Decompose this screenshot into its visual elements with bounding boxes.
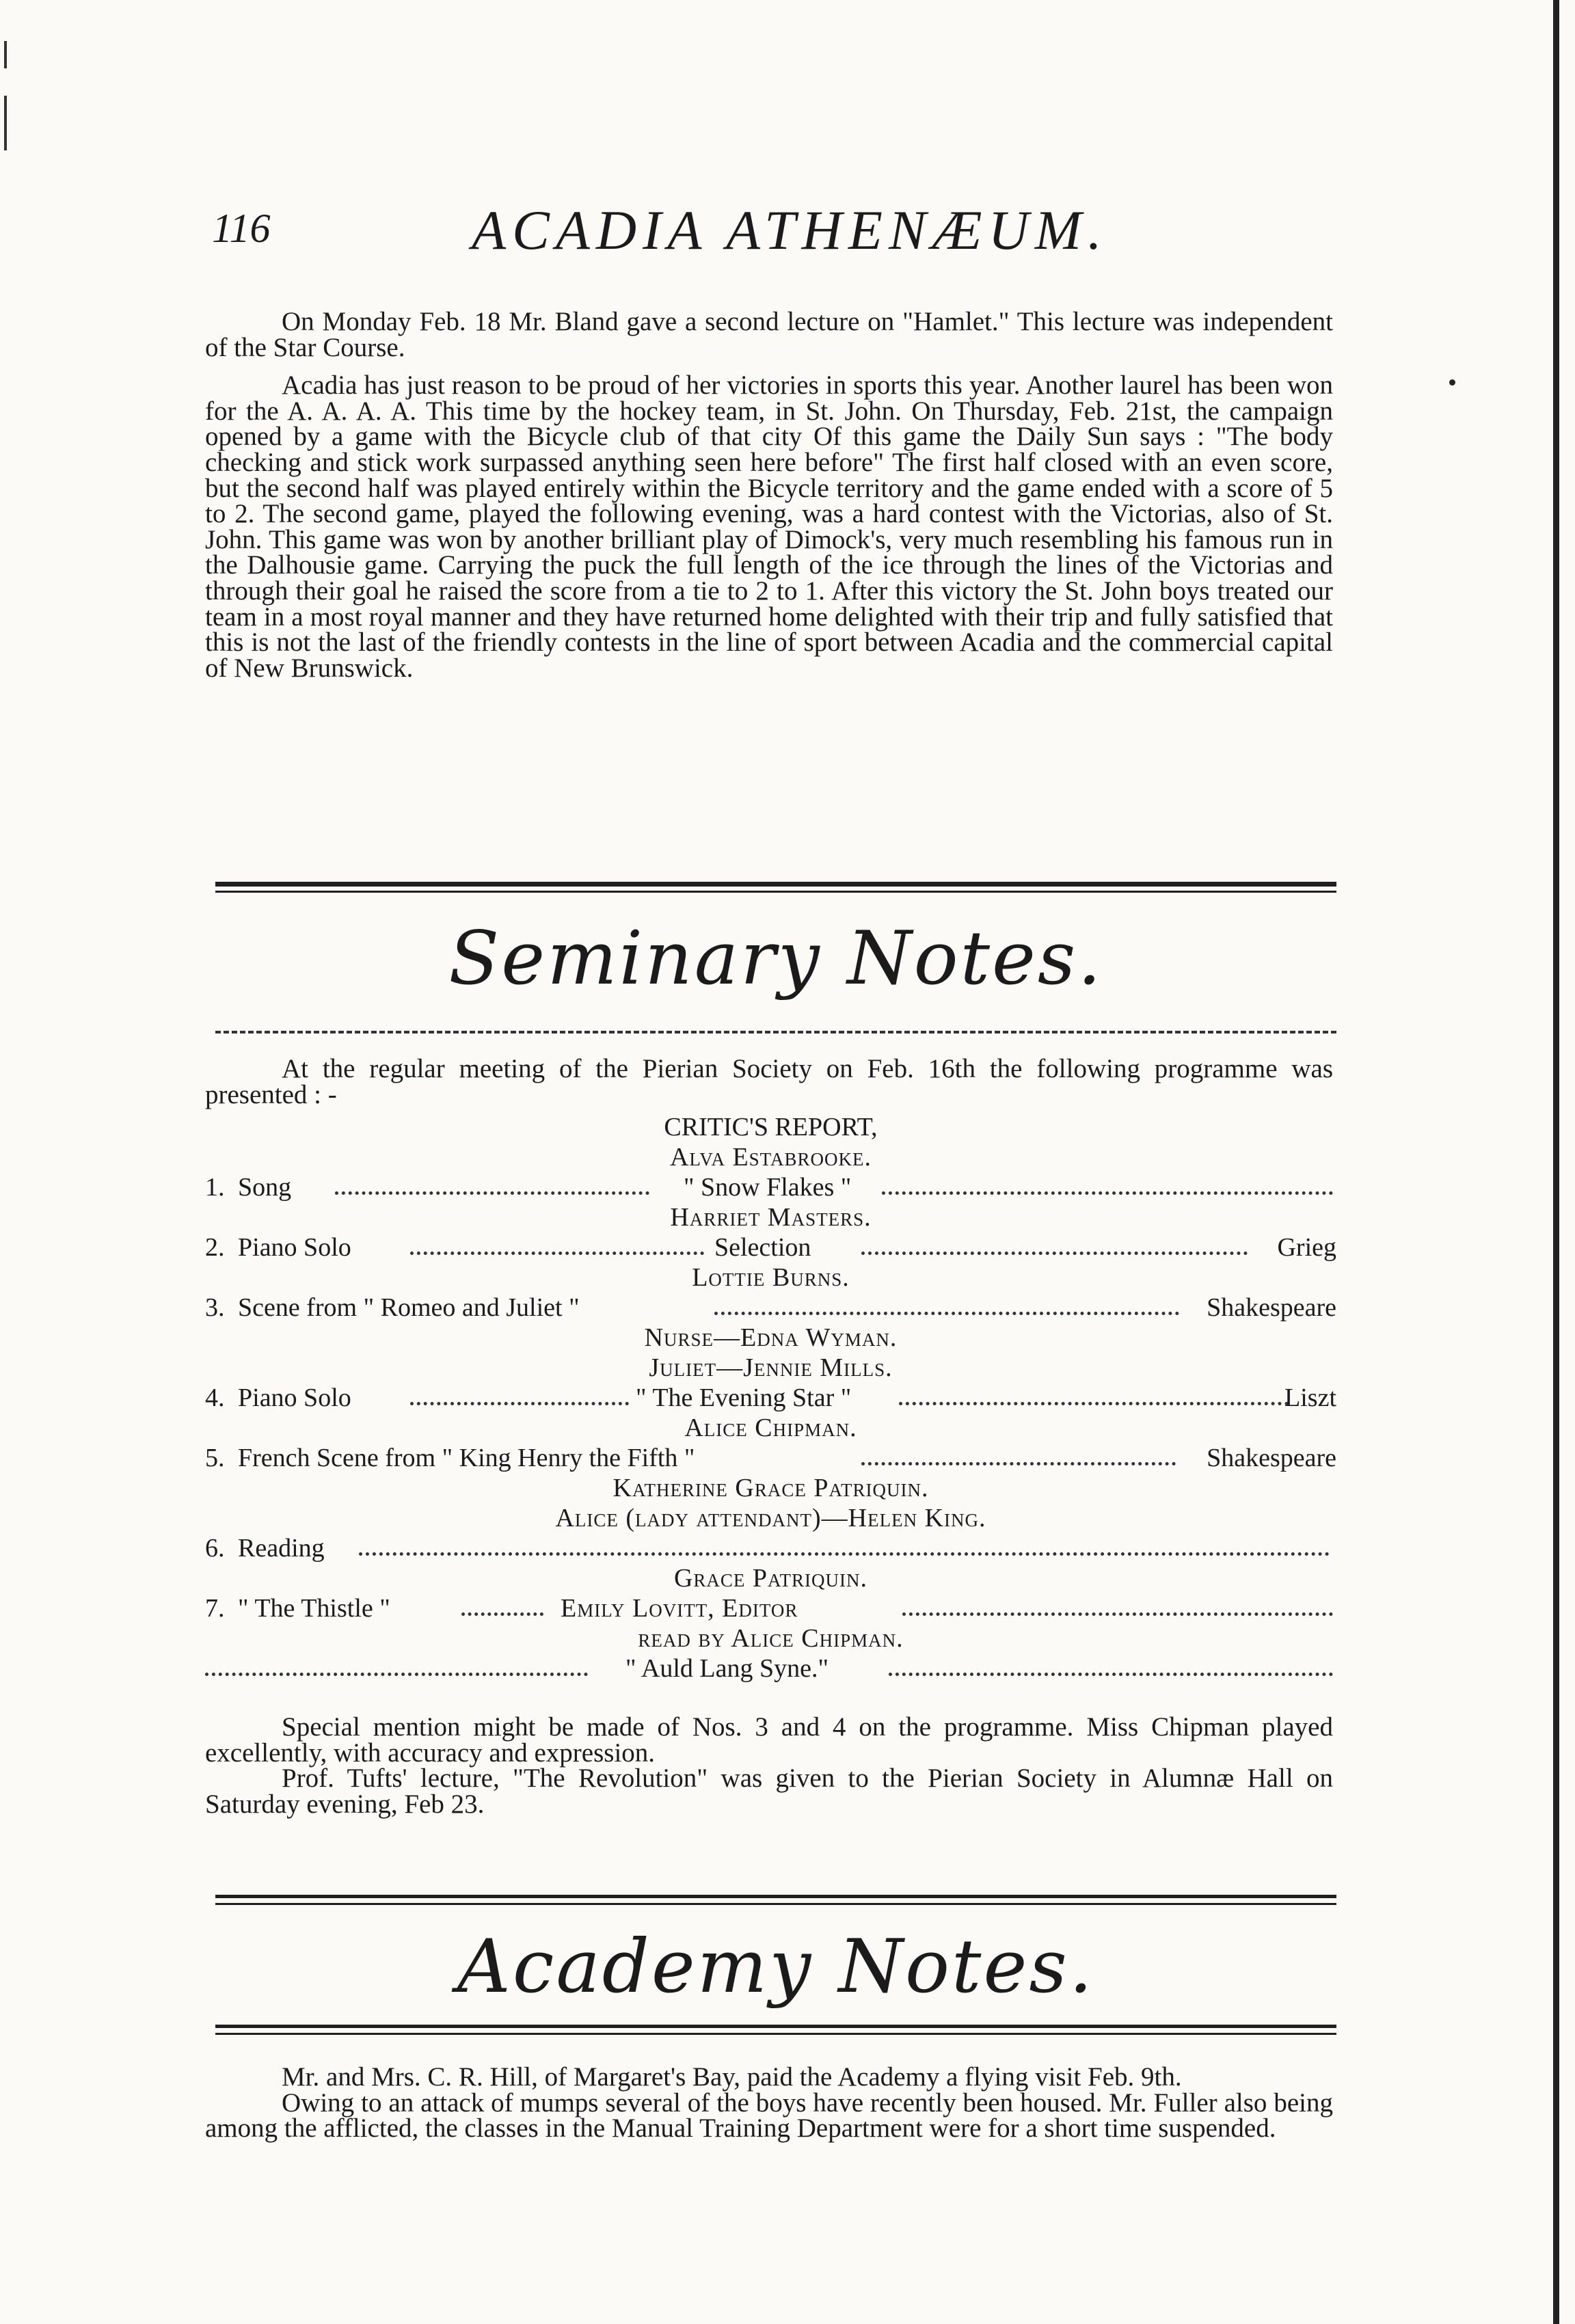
scan-edge-mark [4,41,7,68]
critics-report-title: CRITIC'S REPORT, [664,1113,878,1141]
page-number: 116 [212,206,271,251]
special-mention: Special mention might be made of Nos. 3 and 4 on the programme. Miss Chipman played excellently, with accuracy and expression. [205,1712,1333,1768]
performer: Alice (lady attendant)—Helen King. [555,1504,986,1532]
seminary-intro [205,1056,1333,1107]
performer: read by Alice Chipman. [638,1624,904,1653]
lecture-paragraph: On Monday Feb. 18 Mr. Bland gave a second lecture on "Hamlet." This lecture was independent of the Star Course. [205,307,1333,362]
seminary-notes-heading: Seminary Notes. [448,916,1103,1001]
performer: Nurse—Edna Wyman. [644,1323,898,1352]
scan-edge-mark [4,96,7,150]
ink-speck [1449,379,1455,386]
opening-section [205,309,1333,681]
section-divider [215,1903,1336,1905]
section-divider [215,2025,1336,2028]
programme-item: 4. Piano Solo " The Evening Star " Liszt [205,1383,1336,1412]
programme-item: 6. Reading [205,1533,1336,1563]
hill-visit: Mr. and Mrs. C. R. Hill, of Margaret's Bay, paid the Academy a flying visit Feb. 9th. [282,2062,1182,2092]
journal-title: ACADIA ATHENÆUM. [472,199,1108,261]
programme-item: 7. " The Thistle " Emily Lovitt, Editor [205,1593,1336,1623]
section-divider [215,891,1336,893]
section-divider [215,1031,1336,1033]
closing-song: " Auld Lang Syne." [205,1653,1336,1684]
mumps-note: Owing to an attack of mumps several of the boys have recently been housed. Mr. Fuller also being among the afflicted, the classes in the Manual Training Department were for a short time suspended. [205,2087,1333,2144]
programme-item: 5. French Scene from " King Henry the Fifth " Shakespeare [205,1444,1336,1472]
seminary-remarks [205,1714,1333,1817]
page-binding-edge [1553,0,1559,2324]
programme-item: 3. Scene from " Romeo and Juliet " Shakespeare [205,1293,1336,1322]
performer: Lottie Burns. [692,1263,850,1292]
academy-notes-heading: Academy Notes. [457,1924,1095,2010]
performer: Harriet Masters. [670,1203,872,1232]
performer: Alice Chipman. [684,1414,857,1442]
critics-report-name: Alva Estabrooke. [669,1143,872,1172]
academy-section [205,2062,1333,2144]
performer: Katherine Grace Patriquin. [612,1474,929,1502]
performer: Grace Patriquin. [673,1564,868,1593]
programme-list [205,1112,1336,1684]
section-divider [215,1895,1336,1898]
programme-item: 2. Piano Solo Selection Grieg [205,1233,1336,1262]
programme-item: 1. Song " Snow Flakes " [205,1172,1336,1202]
hockey-paragraph: Acadia has just reason to be proud of her victories in sports this year. Another laurel has been won for the A. A. A. A. This time by the hockey team, in St. John. On Thursday, Feb. 21st, the campaign opened by a game with the Bicycle club of that city Of this game the Daily Sun says : "The body checking and stick work surpassed anything seen here before" The first half closed with an even score, but the second half was played entirely within the Bicycle territory and the game ended with a score of 5 to 2. The second game, played the following evening, was a hard contest with the Victorias, also of St. John. This game was won by another brilliant play of Dimock's, very much resembling his famous run in the Dalhousie game. Carrying the puck the full length of the ice through the lines of the Victorias and through their goal he raised the score from a tie to 2 to 1. After this victory the St. John boys treated our team in a most royal manner and they have returned home delighted with their trip and fully satisfied that this is not the last of the friendly contests in the line of sport between Acadia and the commercial capital of New Brunswick. [205,370,1333,683]
section-divider [215,2033,1336,2035]
tufts-lecture: Prof. Tufts' lecture, "The Revolution" was given to the Pierian Society in Alumnæ Hall on Saturday evening, Feb 23. [205,1764,1333,1819]
page-header [212,198,1333,273]
section-divider [215,882,1336,887]
seminary-intro-text: At the regular meeting of the Pierian Society on Feb. 16th the following programme was presented : - [205,1054,1333,1109]
performer: Juliet—Jennie Mills. [649,1353,893,1382]
